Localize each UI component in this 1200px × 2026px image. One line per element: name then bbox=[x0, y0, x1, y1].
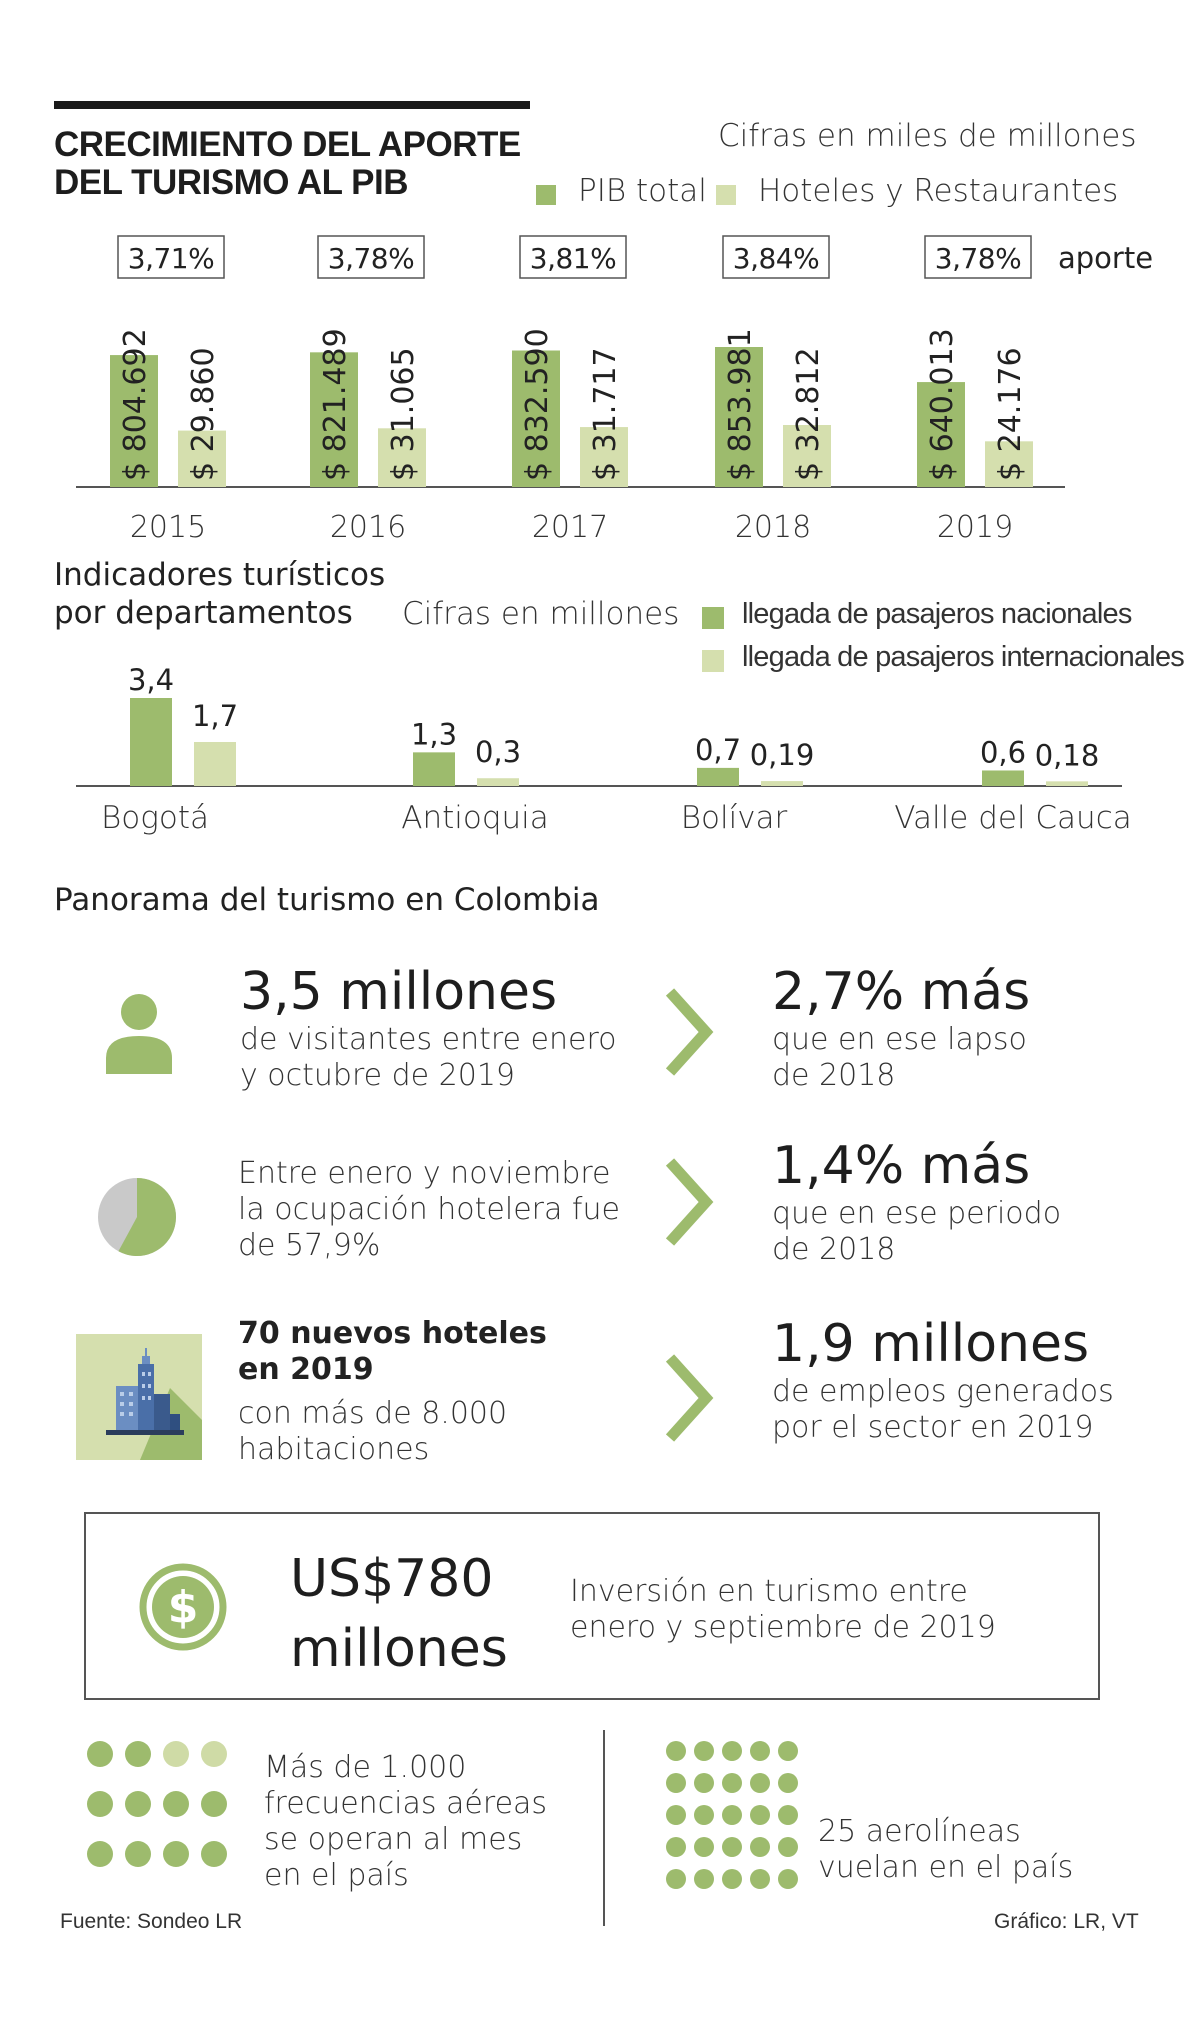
investment-text1: Inversión en turismo entre bbox=[570, 1574, 968, 1609]
investment-value-line1: US$780 bbox=[290, 1549, 494, 1609]
visitors-growth-text2: de 2018 bbox=[772, 1058, 896, 1093]
bar-internacionales-bol-var bbox=[761, 781, 803, 786]
dept-bar-chart bbox=[0, 640, 1200, 840]
panorama-title: Panorama del turismo en Colombia bbox=[54, 882, 600, 918]
dot bbox=[694, 1869, 714, 1889]
dept-title bbox=[54, 556, 385, 632]
label-hoteles-2015: $ 29.860 bbox=[186, 347, 221, 481]
dot bbox=[87, 1791, 113, 1817]
tick-dept-bogot-: Bogotá bbox=[101, 800, 209, 836]
label-nacionales-bogot-: 3,4 bbox=[127, 663, 175, 697]
bar-nacionales-bol-var bbox=[697, 768, 739, 786]
tick-year-2015: 2015 bbox=[129, 510, 207, 545]
dot bbox=[201, 1741, 227, 1767]
divider bbox=[603, 1730, 605, 1926]
dot bbox=[87, 1841, 113, 1867]
aporte-label: aporte bbox=[1058, 241, 1154, 275]
occupancy-growth-text2: de 2018 bbox=[772, 1232, 896, 1267]
tick-year-2018: 2018 bbox=[734, 510, 812, 545]
legend-swatch-nacionales bbox=[702, 607, 724, 629]
dot bbox=[666, 1773, 686, 1793]
dot bbox=[750, 1869, 770, 1889]
visitors-text1: de visitantes entre enero bbox=[240, 1022, 617, 1057]
flights-text4: en el país bbox=[264, 1858, 409, 1893]
dot bbox=[750, 1773, 770, 1793]
dot bbox=[750, 1837, 770, 1857]
chevron-right-icon bbox=[662, 1156, 714, 1248]
dot bbox=[666, 1741, 686, 1761]
top-rule bbox=[54, 101, 530, 109]
jobs-text2: por el sector en 2019 bbox=[772, 1410, 1094, 1445]
hotels-text1: 70 nuevos hoteles bbox=[238, 1316, 547, 1351]
dot bbox=[125, 1741, 151, 1767]
flights-text3: se operan al mes bbox=[264, 1822, 523, 1857]
bar-internacionales-antioquia bbox=[477, 778, 519, 786]
hotels-text4: habitaciones bbox=[238, 1432, 430, 1467]
occupancy-text2: la ocupación hotelera fue bbox=[238, 1192, 620, 1227]
label-hoteles-2017: $ 31.717 bbox=[588, 347, 623, 481]
occupancy-growth-value: 1,4% más bbox=[772, 1136, 1031, 1196]
dot bbox=[722, 1773, 742, 1793]
investment-value-line2: millones bbox=[290, 1619, 508, 1679]
svg-text:$: $ bbox=[167, 1582, 199, 1633]
bar-nacionales-valle-del-cauca bbox=[982, 770, 1024, 786]
visitors-value: 3,5 millones bbox=[240, 962, 558, 1022]
label-hoteles-2018: $ 32.812 bbox=[791, 347, 826, 481]
chevron-right-icon bbox=[662, 1352, 714, 1444]
dot bbox=[722, 1869, 742, 1889]
units-pib: Cifras en miles de millones bbox=[718, 118, 1137, 154]
dot bbox=[163, 1791, 189, 1817]
dot bbox=[778, 1869, 798, 1889]
chevron-right-icon bbox=[662, 986, 714, 1078]
dot bbox=[778, 1741, 798, 1761]
tick-year-2019: 2019 bbox=[936, 510, 1014, 545]
aporte-value-2019: 3,78% bbox=[934, 242, 1022, 275]
hotels-text2: en 2019 bbox=[238, 1352, 374, 1387]
pib-bar-chart bbox=[0, 220, 1200, 550]
aporte-value-2018: 3,84% bbox=[732, 242, 820, 275]
label-internacionales-bogot-: 1,7 bbox=[191, 699, 239, 733]
label-internacionales-bol-var: 0,19 bbox=[749, 738, 815, 773]
person-icon bbox=[104, 990, 174, 1074]
investment-text bbox=[570, 1574, 996, 1646]
label-hoteles-2016: $ 31.065 bbox=[386, 347, 421, 481]
airlines-text2: vuelan en el país bbox=[818, 1850, 1074, 1885]
airlines-text1: 25 aerolíneas bbox=[818, 1814, 1021, 1849]
chart-title bbox=[54, 126, 521, 202]
aporte-value-2017: 3,81% bbox=[529, 242, 617, 275]
dot bbox=[163, 1741, 189, 1767]
jobs-value: 1,9 millones bbox=[772, 1314, 1090, 1374]
label-internacionales-valle-del-cauca: 0,18 bbox=[1034, 738, 1100, 773]
dot bbox=[722, 1741, 742, 1761]
occupancy-text3: de 57,9% bbox=[238, 1228, 381, 1263]
visitors-text2: y octubre de 2019 bbox=[240, 1058, 516, 1093]
occupancy-block bbox=[238, 1156, 620, 1264]
dots-icon bbox=[666, 1740, 800, 1898]
jobs-text1: de empleos generados bbox=[772, 1374, 1114, 1409]
label-hoteles-2019: $ 24.176 bbox=[993, 347, 1028, 481]
tick-dept-bol-var: Bolívar bbox=[680, 800, 788, 836]
dot bbox=[666, 1869, 686, 1889]
dot bbox=[666, 1805, 686, 1825]
dot bbox=[201, 1841, 227, 1867]
flights-text1: Más de 1.000 bbox=[264, 1750, 467, 1785]
dot bbox=[125, 1841, 151, 1867]
dot bbox=[694, 1837, 714, 1857]
chart-title-line2: DEL TURISMO AL PIB bbox=[54, 163, 408, 202]
dot bbox=[778, 1837, 798, 1857]
dept-title-line2: por departamentos bbox=[54, 595, 353, 631]
dot bbox=[722, 1837, 742, 1857]
visitors-growth-text1: que en ese lapso bbox=[772, 1022, 1027, 1057]
tick-dept-valle-del-cauca: Valle del Cauca bbox=[894, 800, 1132, 836]
hotels-block bbox=[238, 1316, 547, 1468]
dot bbox=[163, 1841, 189, 1867]
dot bbox=[750, 1805, 770, 1825]
pie-icon bbox=[96, 1176, 178, 1258]
jobs-block bbox=[772, 1314, 1114, 1446]
dot bbox=[125, 1791, 151, 1817]
legend-pib: PIB total bbox=[578, 173, 707, 209]
label-pib-2017: $ 832.590 bbox=[520, 328, 555, 481]
bar-nacionales-antioquia bbox=[413, 752, 455, 786]
aporte-value-2016: 3,78% bbox=[327, 242, 415, 275]
flights-block bbox=[264, 1750, 547, 1894]
dot bbox=[750, 1741, 770, 1761]
visitors-growth-value: 2,7% más bbox=[772, 962, 1031, 1022]
label-pib-2016: $ 821.489 bbox=[318, 328, 353, 481]
dollar-icon bbox=[138, 1562, 228, 1652]
hotels-text3: con más de 8.000 bbox=[238, 1396, 508, 1431]
label-pib-2018: $ 853.981 bbox=[723, 328, 758, 481]
dot bbox=[722, 1805, 742, 1825]
dept-title-line1: Indicadores turísticos bbox=[54, 557, 386, 593]
legend-nacionales: llegada de pasajeros nacionales bbox=[742, 598, 1132, 630]
legend-swatch-pib bbox=[536, 185, 556, 205]
visitors-block bbox=[240, 962, 617, 1094]
airlines-block bbox=[818, 1814, 1073, 1886]
bar-internacionales-valle-del-cauca bbox=[1046, 781, 1088, 786]
dot bbox=[694, 1741, 714, 1761]
investment-value bbox=[290, 1544, 508, 1684]
tick-dept-antioquia: Antioquia bbox=[401, 800, 549, 836]
dot bbox=[201, 1791, 227, 1817]
tick-year-2016: 2016 bbox=[329, 510, 407, 545]
occupancy-growth-block bbox=[772, 1136, 1061, 1268]
label-nacionales-bol-var: 0,7 bbox=[694, 732, 742, 767]
source-note: Fuente: Sondeo LR bbox=[60, 1910, 243, 1933]
occupancy-text1: Entre enero y noviembre bbox=[238, 1156, 611, 1191]
label-internacionales-antioquia: 0,3 bbox=[474, 735, 522, 770]
occupancy-growth-text1: que en ese periodo bbox=[772, 1196, 1062, 1231]
tick-year-2017: 2017 bbox=[531, 510, 609, 545]
label-pib-2019: $ 640.013 bbox=[925, 328, 960, 481]
label-pib-2015: $ 804.692 bbox=[118, 328, 153, 481]
label-nacionales-valle-del-cauca: 0,6 bbox=[979, 735, 1027, 770]
legend-hoteles: Hoteles y Restaurantes bbox=[758, 173, 1119, 209]
dot bbox=[778, 1805, 798, 1825]
visitors-growth-block bbox=[772, 962, 1030, 1094]
legend-internacionales: llegada de pasajeros internacionales bbox=[742, 641, 1184, 673]
label-nacionales-antioquia: 1,3 bbox=[410, 717, 458, 752]
dots-icon bbox=[86, 1740, 246, 1886]
bar-nacionales-bogot- bbox=[130, 698, 172, 786]
building-icon bbox=[76, 1334, 202, 1460]
investment-text2: enero y septiembre de 2019 bbox=[570, 1610, 996, 1645]
legend-swatch-hoteles bbox=[716, 185, 736, 205]
aporte-value-2015: 3,71% bbox=[127, 242, 215, 275]
dot bbox=[694, 1805, 714, 1825]
dot bbox=[666, 1837, 686, 1857]
dot bbox=[87, 1741, 113, 1767]
units-dept: Cifras en millones bbox=[402, 596, 680, 632]
credit-note: Gráfico: LR, VT bbox=[994, 1910, 1139, 1933]
chart-title-line1: CRECIMIENTO DEL APORTE bbox=[54, 125, 521, 164]
dot bbox=[694, 1773, 714, 1793]
flights-text2: frecuencias aéreas bbox=[264, 1786, 548, 1821]
dot bbox=[778, 1773, 798, 1793]
bar-internacionales-bogot- bbox=[194, 742, 236, 786]
